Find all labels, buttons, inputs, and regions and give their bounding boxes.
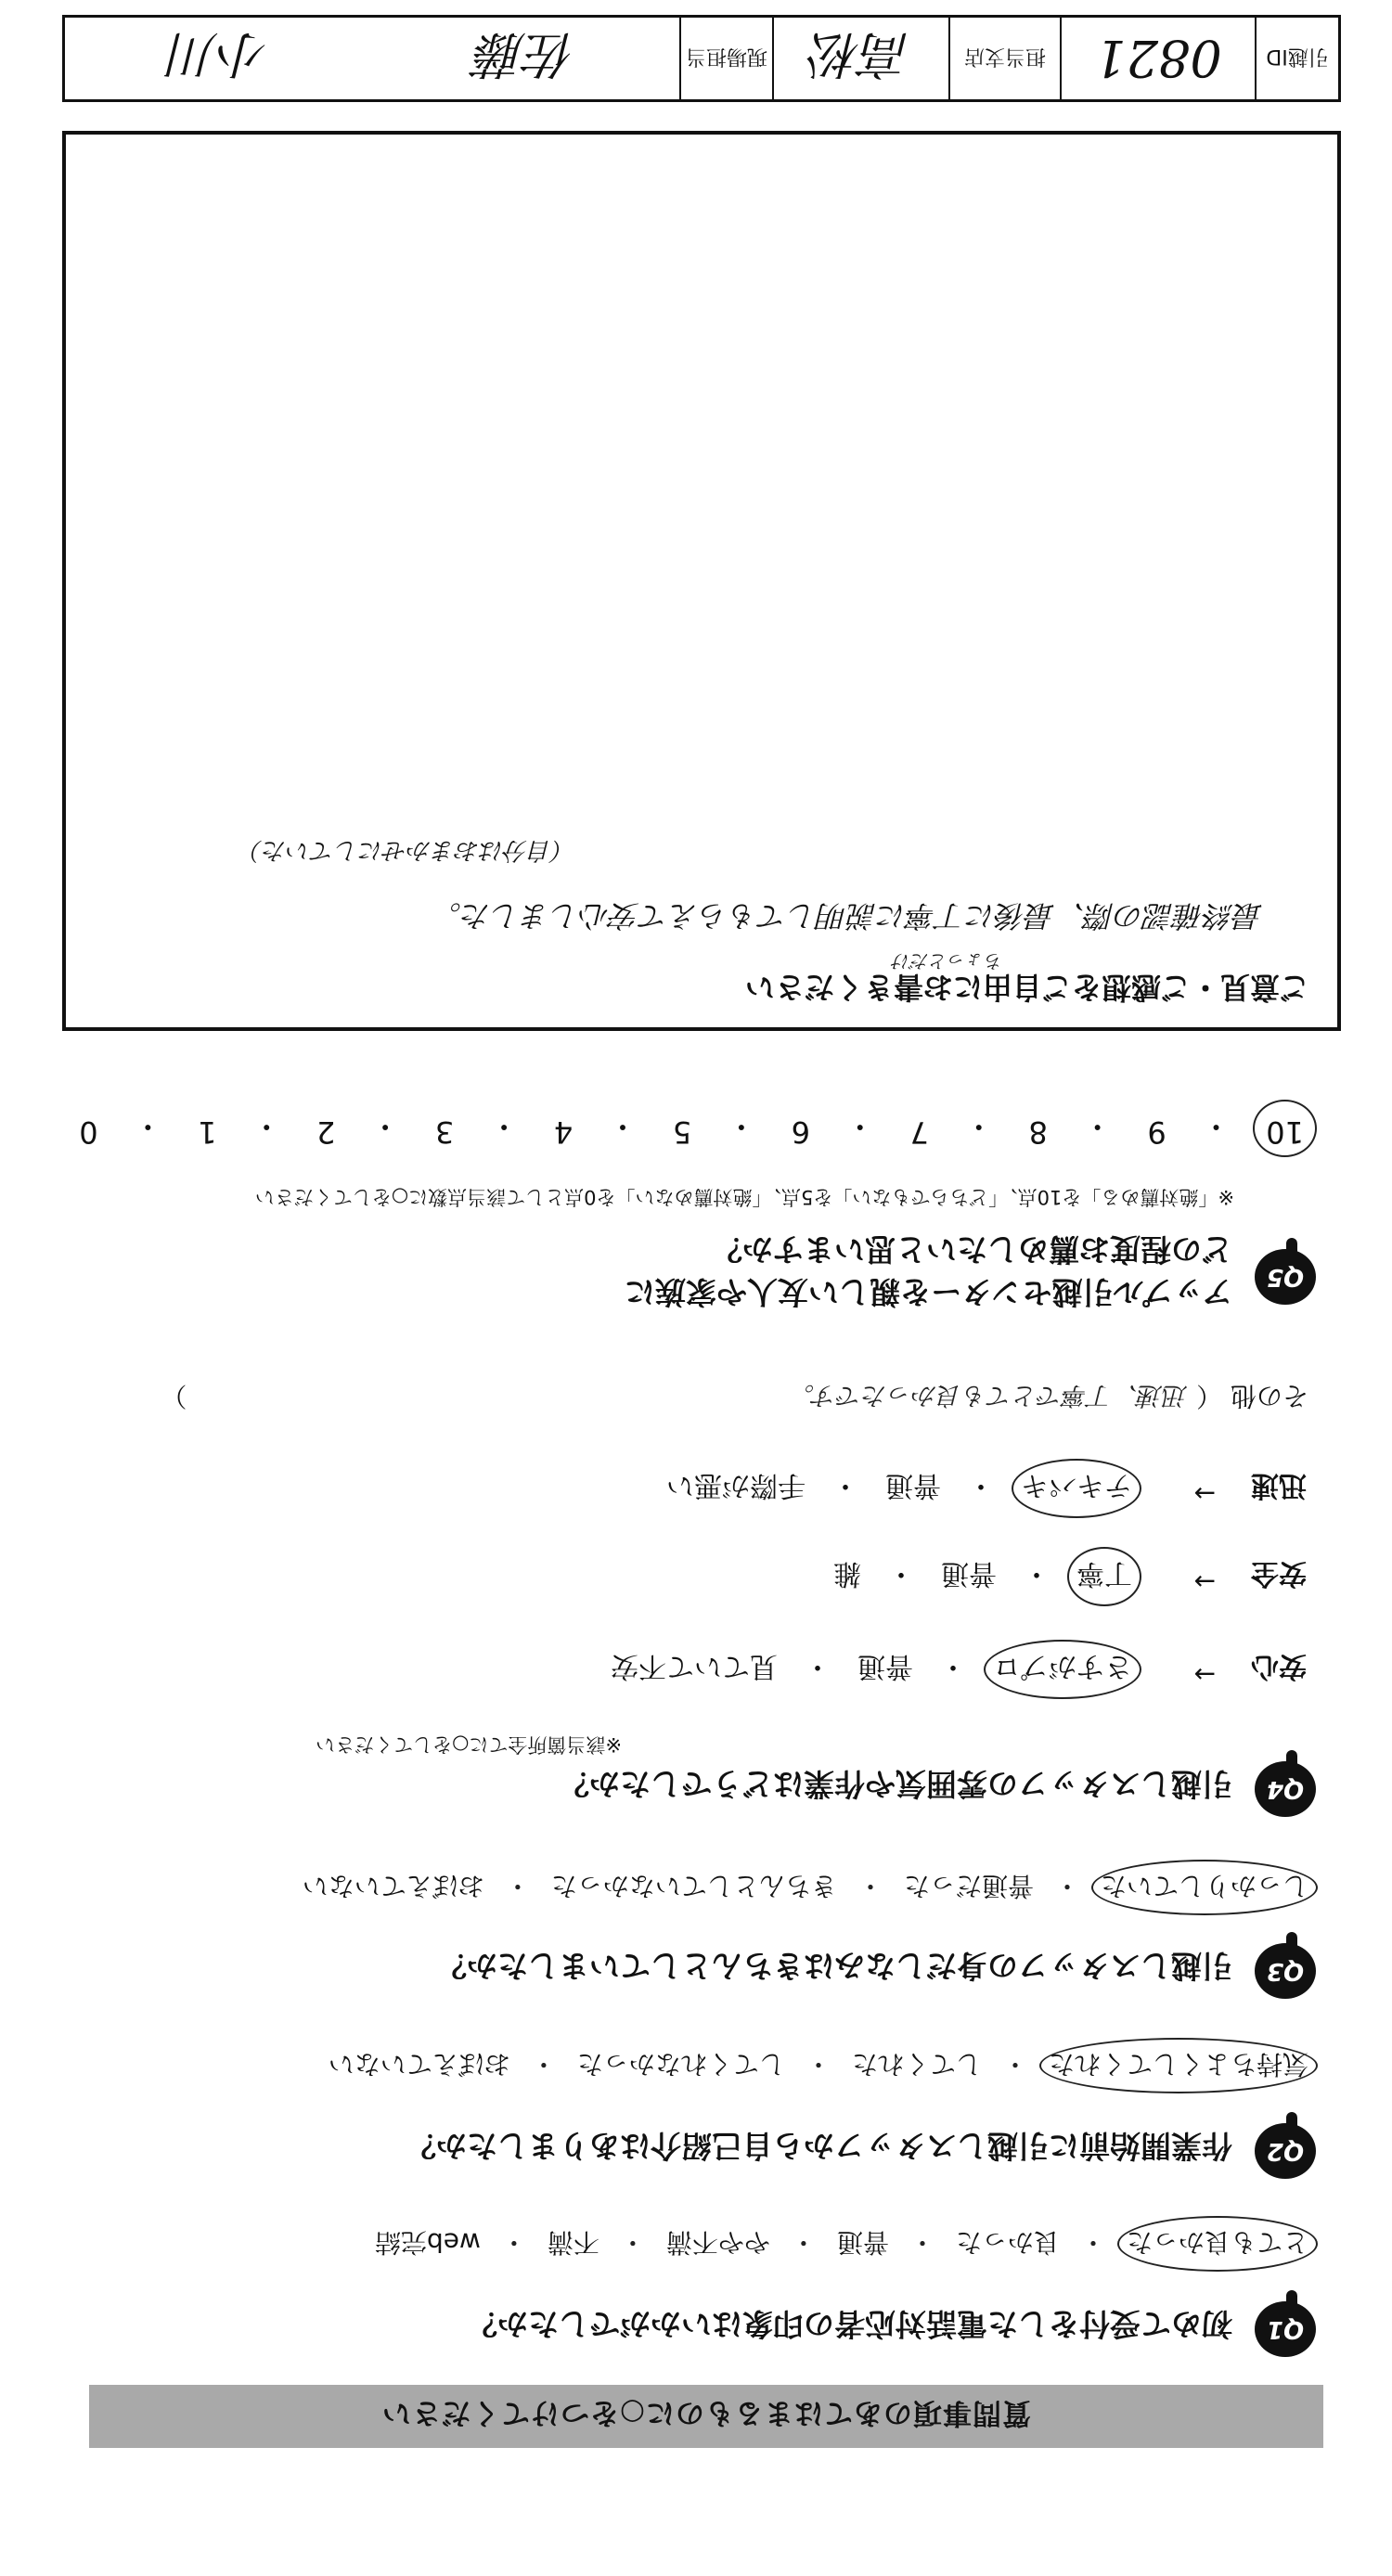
q4-other-text[interactable]: 迅速、丁寧でとても良かったです。 <box>789 1381 1189 1410</box>
q1-option-3[interactable]: 普通 <box>836 2227 889 2258</box>
scale-10[interactable]: 10 <box>1266 1107 1304 1150</box>
q1-option-2[interactable]: 良かった <box>955 2227 1060 2258</box>
q1-option-1[interactable]: とても良かった <box>1127 2225 1308 2262</box>
comment-insert: ちょっとだけ <box>892 950 1003 972</box>
q5-badge: Q5 <box>1255 1249 1316 1305</box>
scale-9[interactable]: 9 <box>1147 1114 1166 1150</box>
q1-option-4[interactable]: やや不満 <box>665 2227 770 2258</box>
q4-other: その他 （ 迅速、丁寧でとても良かったです。 ） <box>161 1381 1308 1411</box>
q4-row-2-option-1[interactable]: 丁寧 <box>1076 1556 1132 1597</box>
q3-option-2[interactable]: 普通だった <box>903 1871 1034 1901</box>
q3-badge: Q3 <box>1255 1943 1316 1999</box>
q4-row-2-option-3[interactable]: 雑 <box>833 1557 861 1590</box>
scale-3[interactable]: 3 <box>434 1114 455 1150</box>
q2-option-1[interactable]: 気持ちよくしてくれた <box>1049 2047 1308 2084</box>
branch-value: 高松 <box>772 18 948 99</box>
staff-value-1: 佐藤 <box>475 25 576 84</box>
q2-badge: Q2 <box>1255 2123 1316 2179</box>
q3-option-4[interactable]: おぼえていない <box>302 1871 484 1901</box>
scale-2[interactable]: 2 <box>316 1114 336 1150</box>
scale-8[interactable]: 8 <box>1028 1114 1048 1150</box>
arrow-icon: → <box>1193 1566 1216 1597</box>
q4-row-1-option-1[interactable]: さすがプロ <box>993 1649 1132 1690</box>
q4-question: 引越しスタッフの雰囲気や作業はどうでしたか？ <box>559 1766 1232 1802</box>
scale-1[interactable]: 1 <box>198 1114 217 1150</box>
arrow-icon: → <box>1193 1659 1216 1690</box>
id-label: 引越ID <box>1255 18 1338 99</box>
q1-options: とても良かった ・ 良かった ・ 普通 ・ やや不満 ・ 不満 ・ web完結 <box>375 2225 1308 2262</box>
id-value: 0821 <box>1060 18 1255 99</box>
scale-7[interactable]: 7 <box>909 1114 929 1150</box>
q5-question-line1: アップル引越センターを親しい友人や家族に <box>624 1274 1232 1310</box>
q2-question: 作業開始前に引越しスタッフから自己紹介はありましたか？ <box>406 2128 1232 2164</box>
q4-badge: Q4 <box>1255 1761 1316 1817</box>
q4-row-3-option-2[interactable]: 普通 <box>885 1469 941 1501</box>
q4-row-1-options: さすがプロ ・ 普通 ・ 見ていて不安 <box>611 1649 1132 1690</box>
q5-question-line2: どの程度お薦めしたいと思いますか？ <box>712 1231 1232 1268</box>
comment-handwriting-line2: （自分はおまかせにしていた） <box>238 836 576 864</box>
scale-0[interactable]: 0 <box>79 1114 98 1150</box>
q4-row-1-label: 安心 <box>1251 1650 1307 1682</box>
instruction-text: 質問事項のあてはまるものに○をつけてください <box>380 2396 1032 2430</box>
q4-row-2-options: 丁寧 ・ 普通 ・ 雑 <box>833 1556 1132 1597</box>
q5-note: ※「絶対薦める」を10点、「どちらでもない」を5点、「絶対薦めない」を0点として該当点数に○をしてください <box>254 1186 1234 1208</box>
q4-row-2-label: 安全 <box>1251 1557 1307 1590</box>
q1-option-6[interactable]: web完結 <box>374 2227 481 2258</box>
instruction-banner <box>89 2385 1323 2448</box>
q3-question: 引越しスタッフの身だしなみはきちんとしていましたか？ <box>436 1948 1232 1984</box>
q1-badge: Q1 <box>1255 2301 1316 2357</box>
q2-option-3[interactable]: してくれなかった <box>576 2049 785 2080</box>
q4-row-2-option-2[interactable]: 普通 <box>941 1557 997 1590</box>
q4-other-label: その他 <box>1230 1381 1308 1411</box>
q2-option-4[interactable]: おぼえていない <box>328 2049 510 2080</box>
arrow-icon: → <box>1193 1478 1216 1509</box>
q2-option-2[interactable]: してくれた <box>851 2049 982 2080</box>
q4-row-3-option-3[interactable]: 手際が悪い <box>666 1469 806 1501</box>
q3-option-1[interactable]: しっかりしていた <box>1101 1869 1308 1906</box>
q1-option-5[interactable]: 不満 <box>547 2227 599 2258</box>
q4-row-3-label: 迅速 <box>1251 1469 1307 1501</box>
q4-note: ※該当箇所全てに○をしてください <box>316 1733 622 1756</box>
q5-scale: 10 ・ 9 ・ 8 ・ 7 ・ 6 ・ 5 ・ 4 ・ 3 ・ 2 ・ 1 ・ 0 <box>79 1109 1304 1150</box>
q4-row-1-option-3[interactable]: 見ていて不安 <box>611 1650 778 1682</box>
scale-5[interactable]: 5 <box>672 1114 692 1150</box>
q4-row-3-options: テキパキ ・ 普通 ・ 手際が悪い <box>666 1468 1132 1509</box>
q3-option-3[interactable]: きちんとしていなかった <box>550 1871 837 1901</box>
staff-label: 現場担当 <box>679 18 772 99</box>
q2-options: 気持ちよくしてくれた ・ してくれた ・ してくれなかった ・ おぼえていない <box>329 2047 1308 2084</box>
scale-4[interactable]: 4 <box>553 1114 574 1150</box>
q4-row-3-option-1[interactable]: テキパキ <box>1021 1468 1132 1509</box>
q3-options: しっかりしていた ・ 普通だった ・ きちんとしていなかった ・ おぼえていない <box>303 1869 1308 1906</box>
comment-handwriting-line1: 最終確認の際、最後に丁寧に説明してもらえて安心しました。 <box>431 898 1263 934</box>
q1-question: 初めて受付をした電話対応者の印象はいかがでしたか？ <box>467 2306 1232 2342</box>
scale-6[interactable]: 6 <box>791 1114 811 1150</box>
staff-value-2: 小川 <box>168 25 269 84</box>
comment-box[interactable] <box>62 131 1341 1031</box>
q4-row-1-option-2[interactable]: 普通 <box>857 1650 913 1682</box>
footer-table <box>62 15 1341 102</box>
staff-values <box>65 18 679 99</box>
branch-label: 担当支店 <box>948 18 1060 99</box>
comment-title: ご意見・ご感想をご自由にお書きください <box>744 970 1309 1005</box>
